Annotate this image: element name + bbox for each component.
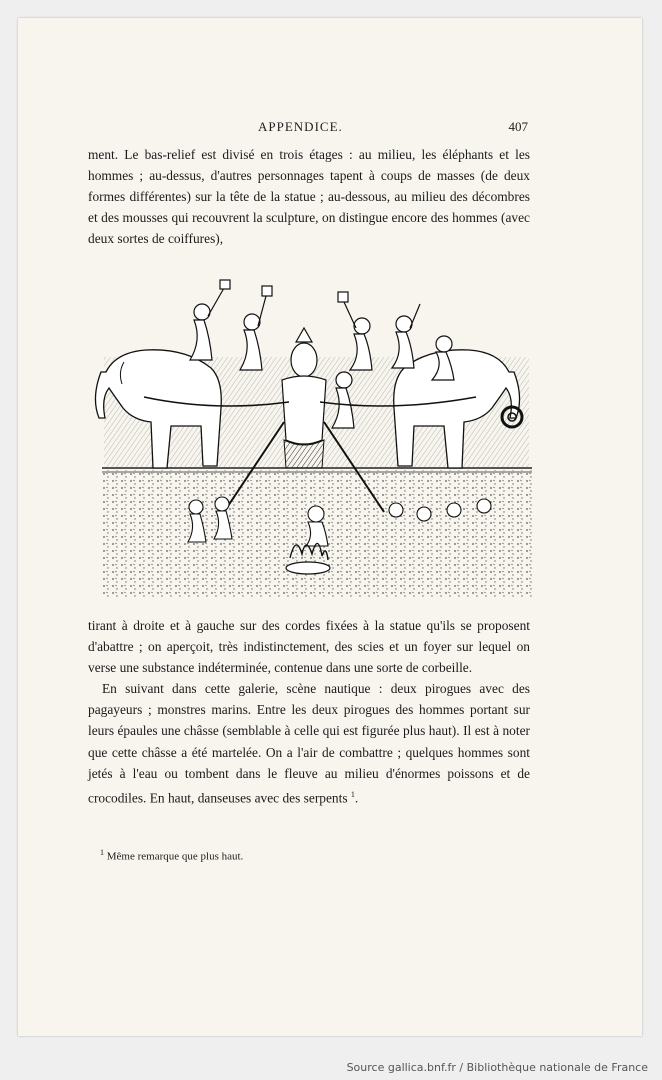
- footnote-marker: 1: [100, 848, 104, 857]
- text-block-bottom: [88, 615, 530, 808]
- paragraph-continued: tirant à droite et à gauche sur des cordes fixées à la statue qu'ils se proposent d'abattre ; on aperçoit, très indistinctement, des scies et un foyer sur lequel on verse une substance indéterminée, contenue dans une sorte de corbeille.: [88, 618, 530, 676]
- paragraph-second-text: En suivant dans cette galerie, scène nautique : deux pirogues avec des pagayeurs ; monstres marins. Entre les deux pirogues des hommes portant sur leurs épaules une châsse (semblable à celle qui est figurée plus haut). Il est à noter que cette châsse a été martelée. On a l'air de combattre ; quelques hommes sont jetés à l'eau ou tombent dans le fleuve au milieu d'énormes poissons et de crocodiles. En haut, danseuses avec des serpents: [88, 681, 530, 806]
- footnote-reference: 1: [350, 789, 355, 799]
- source-footer: Source gallica.bnf.fr / Bibliothèque nationale de France: [346, 1061, 648, 1074]
- running-title: APPENDICE.: [258, 119, 343, 134]
- footnote: [100, 848, 243, 863]
- bas-relief-illustration: [84, 262, 534, 602]
- paragraph-top: ment. Le bas-relief est divisé en trois étages : au milieu, les éléphants et les hommes ; au-dessus, d'autres personnages tapent à coups de masses (de deux formes différentes) sur la tête de la statue ; au-dessous, au milieu des décombres et des mousses qui recouvrent la sculpture, on distingue encore des hommes (avec deux sortes de coiffures),: [88, 147, 530, 247]
- page-number: 407: [508, 119, 528, 134]
- paragraph-second: En suivant dans cette galerie, scène nautique : deux pirogues avec des pagayeurs ; monstres marins. Entre les deux pirogues des hommes portant sur leurs épaules une châsse (semblable à celle qui est figurée plus haut). Il est à noter que cette châsse a été martelée. On a l'air de combattre ; quelques hommes sont jetés à l'eau ou tombent dans le fleuve au milieu d'énormes poissons et de crocodiles. En haut, danseuses avec des serpents $^1$.: [88, 681, 530, 806]
- page-header: [88, 119, 528, 139]
- footnote-text: Même remarque que plus haut.: [106, 850, 244, 863]
- document-page: [18, 18, 642, 1036]
- text-block-top: [88, 144, 530, 249]
